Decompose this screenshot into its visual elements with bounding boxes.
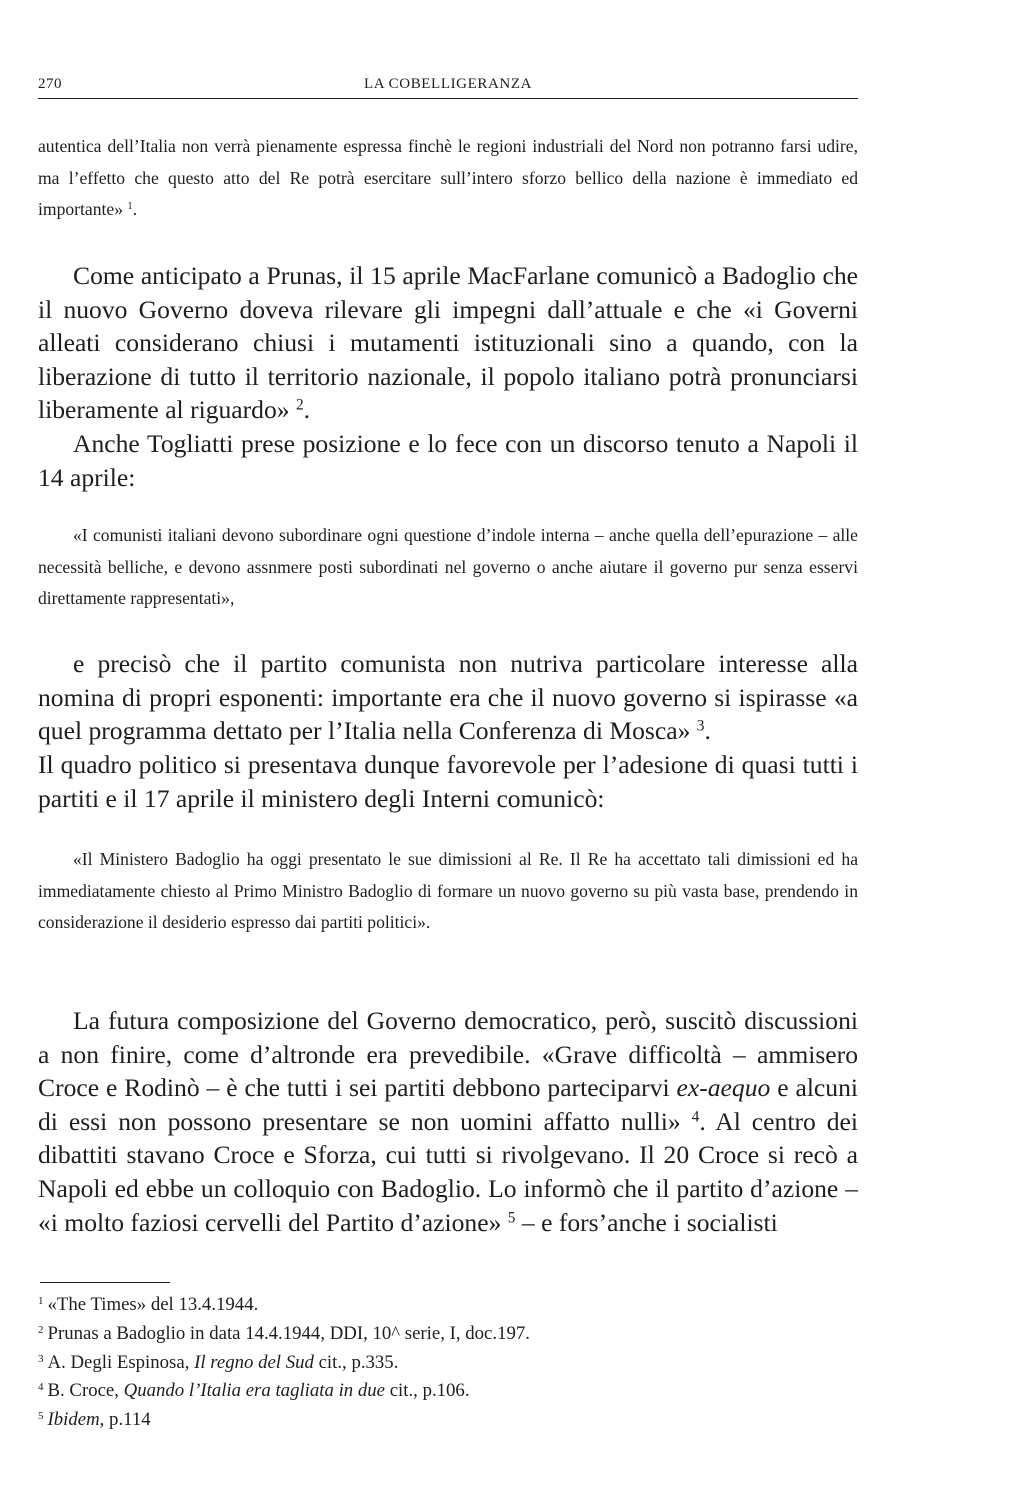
footnote-3: $^3$ A. Degli Espinosa, Il regno del Sud cit., p.335. [38, 1351, 399, 1373]
paragraph-2: Anche Togliatti prese posizione e lo fece con un discorso tenuto a Napoli il 14 aprile: [38, 429, 858, 492]
footnote-ref-3[interactable]: 3 [696, 717, 705, 735]
footnote-ref-5[interactable]: 5 [507, 1209, 516, 1227]
paragraph-5: La futura composizione del Governo democratico, però, suscitò discussioni a non finire, come d’altronde era prevedibile. «Grave difficoltà – ammisero Croce e Rodinò – è che tutti i sei partiti debbono parteciparvi ex-aequo e alcuni di essi non possono presentare se non uomini affatto nulli» $^4$. Al centro dei dibattiti stavano Croce e Sforza, cui tutti si rivolgevano. Il 20 Croce si recò a Napoli ed ebbe un colloquio con Badoglio. Lo informò che il partito d’azione – «i molto faziosi cervelli del Partito d’azione» $^5$ – e fors’anche i socialisti [38, 1006, 858, 1237]
footnotes [38, 1289, 798, 1433]
page-header [38, 72, 858, 99]
paragraph-1: Come anticipato a Prunas, il 15 aprile MacFarlane comunicò a Badoglio che il nuovo Governo doveva rilevare gli impegni dall’attuale e che «i Governi alleati considerano chiusi i mutamenti istituzionali sino a quando, con la liberazione di tutto il territorio nazionale, il popolo italiano potrà pronunciarsi liberamente al riguardo» $^2$. [38, 261, 858, 425]
blockquote-ministero: «Il Ministero Badoglio ha oggi presentato le sue dimissioni al Re. Il Re ha accettato tali dimissioni ed ha immediatamente chiesto al Primo Ministro Badoglio di formare un nuovo governo su più vasta base, prendendo in considerazione il desiderio espresso dai partiti politici». [38, 849, 858, 932]
paragraph-3: e precisò che il partito comunista non nutriva particolare interesse alla nomina di propri esponenti: importante era che il nuovo governo si ispirasse «a quel programma dettato per l’Italia nella Conferenza di Mosca» $^3$. [38, 649, 858, 746]
running-title: LA COBELLIGERANZA [363, 76, 533, 92]
quote-continuation: autentica dell’Italia non verrà pienamente espressa finchè le regioni industriali del Nord non potranno farsi udire, ma l’effetto che questo atto del Re potrà esercitare sull’intero sforzo bellico della nazione è immediato ed importante» $^1$. [38, 136, 858, 219]
footnote-ref-4[interactable]: 4 [691, 1108, 700, 1126]
footnote-ref-2[interactable]: 2 [295, 396, 304, 414]
footnote-ref-1[interactable]: 1 [127, 201, 133, 213]
footnote-4: $^4$ B. Croce, Quando l’Italia era tagliata in due cit., p.106. [38, 1380, 470, 1402]
footnote-1: $^1$ «The Times» del 13.4.1944. [38, 1294, 259, 1316]
footnote-5: $^5$ Ibidem, p.114 [38, 1409, 151, 1431]
page-number: 270 [38, 76, 62, 92]
paragraph-4: Il quadro politico si presentava dunque favorevole per l’adesione di quasi tutti i partiti e il 17 aprile il ministero degli Interni comunicò: [38, 750, 858, 813]
blockquote-togliatti: «I comunisti italiani devono subordinare ogni questione d’indole interna – anche quella dell’epurazione – alle necessità belliche, e devono assnmere posti subordinati nel governo o anche aiutare il governo pur senza esservi direttamente rappresentati», [38, 525, 858, 608]
footnote-2: $^2$ Prunas a Badoglio in data 14.4.1944, DDI, 10^ serie, I, doc.197. [38, 1322, 530, 1344]
footnote-divider [40, 1282, 170, 1283]
